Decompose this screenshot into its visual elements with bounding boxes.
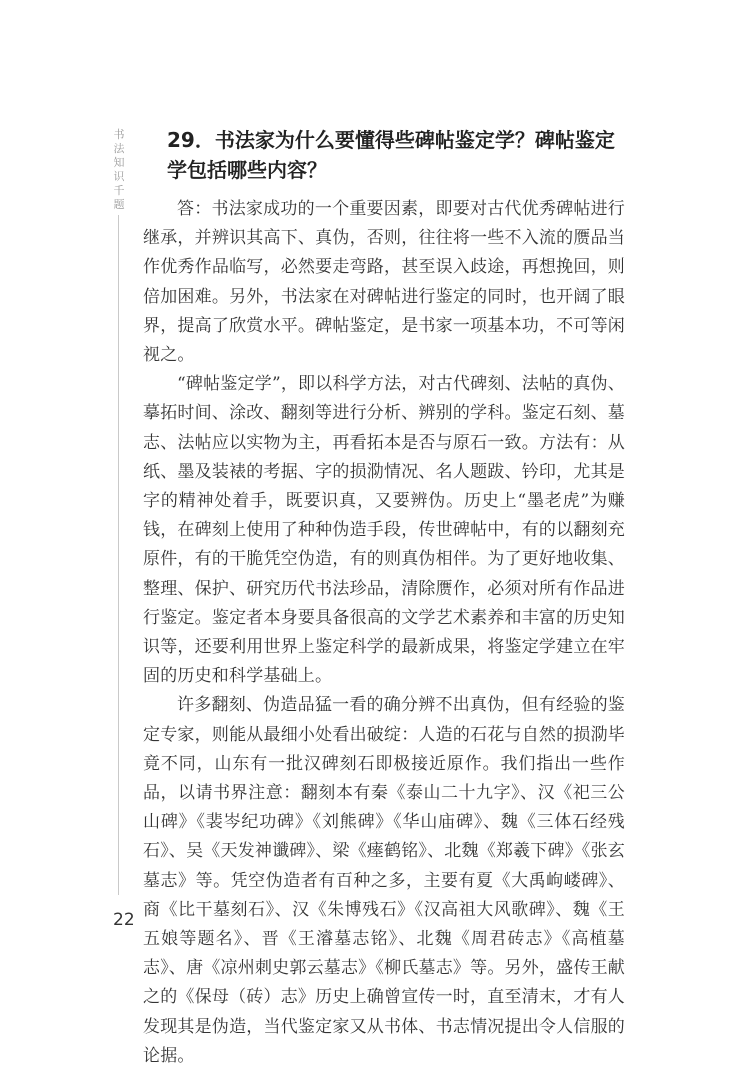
margin-divider-line (118, 215, 119, 895)
answer-paragraph-1: 答：书法家成功的一个重要因素，即要对古代优秀碑帖进行继承，并辨识其高下、真伪，否则，往往将一些不入流的赝品当作优秀作品临写，必然要走弯路，甚至误入歧途，再想挽回，则倍加困难。另外，书法家在对碑帖进行鉴定的同时，也开阔了眼界，提高了欣赏水平。碑帖鉴定，是书家一项基本功，不可等闲视之。 (143, 199, 625, 366)
answer-paragraph-2: “碑帖鉴定学”，即以科学方法，对古代碑刻、法帖的真伪、摹拓时间、涂改、翻刻等进行分析、辨别的学科。鉴定石刻、墓志、法帖应以实物为主，再看拓本是否与原石一致。方法有：从纸、墨及装裱的考据、字的损泐情况、名人题跋、钤印，尤其是字的精神处着手，既要识真，又要辨伪。历史上“墨老虎”为赚钱，在碑刻上使用了种种伪造手段，传世碑帖中，有的以翻刻充原件，有的干脆凭空伪造，有的则真伪相伴。为了更好地收集、整理、保护、研究历代书法珍品，清除赝作，必须对所有作品进行鉴定。鉴定者本身要具备很高的文学艺术素养和丰富的历史知识等，还要利用世界上鉴定科学的最新成果，将鉴定学建立在牢固的历史和科学基础上。 (143, 374, 625, 687)
page-number: 22 (113, 910, 135, 930)
page-content (143, 125, 625, 1071)
running-header-vertical: 书法知识千题 (113, 128, 125, 211)
answer-paragraph-3: 许多翻刻、伪造品猛一看的确分辨不出真伪，但有经验的鉴定专家，则能从最细小处看出破绽：人造的石花与自然的损泐毕竟不同，山东有一批汉碑刻石即极接近原作。我们指出一些作品，以请书界注意：翻刻本有秦《泰山二十九字》、汉《祀三公山碑》《裴岑纪功碑》《刘熊碑》《华山庙碑》、魏《三体石经残石》、吴《天发神谶碑》、梁《瘗鹤铭》、北魏《郑羲下碑》《张玄墓志》等。凭空伪造者有百种之多，主要有夏《大禹岣嵝碑》、商《比干墓刻石》、汉《朱博残石》《汉高祖大风歌碑》、魏《王五娘等题名》、晋《王濬墓志铭》、北魏《周君砖志》《高植墓志》、唐《凉州刺史郭云墓志》《柳氏墓志》等。另外，盛传王献之的《保母（砖）志》历史上确曾宣传一时，直至清末，才有人发现其是伪造，当代鉴定家又从书体、书志情况提出令人信服的论据。 (143, 695, 625, 1066)
question-title: 29．书法家为什么要懂得些碑帖鉴定学？碑帖鉴定学包括哪些内容？ (167, 128, 615, 182)
